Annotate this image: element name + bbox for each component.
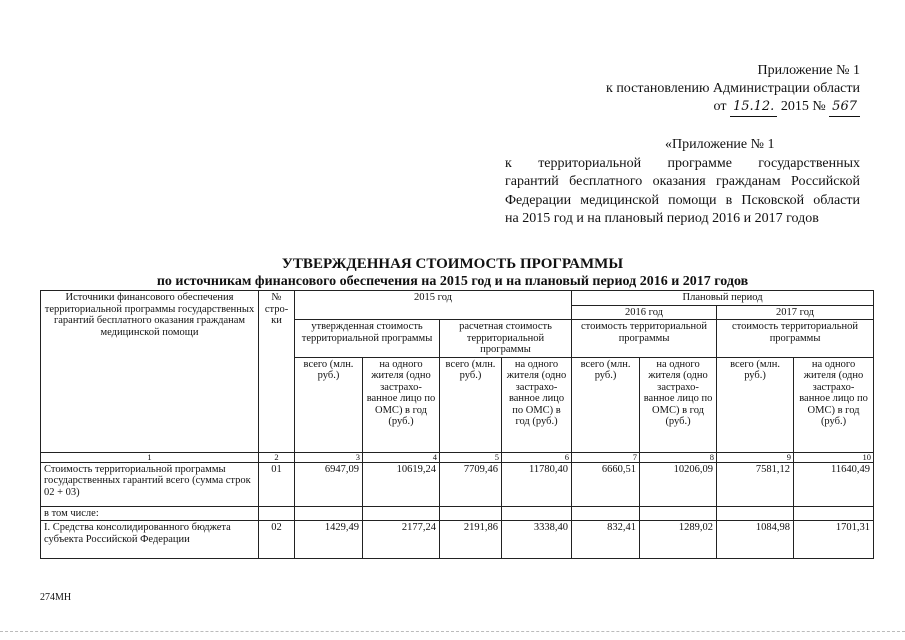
- column-number: 7: [572, 452, 640, 462]
- resolution-reference: к постановлению Администрации области: [606, 81, 860, 96]
- column-number: 5: [440, 452, 502, 462]
- header-2015: 2015 год: [295, 291, 572, 320]
- header-planned-period: Плановый период: [572, 291, 874, 306]
- cell-value: [440, 506, 502, 521]
- resolution-header: [560, 62, 860, 117]
- column-number: 9: [717, 452, 794, 462]
- column-number: 8: [640, 452, 717, 462]
- header-total: всего (млн. руб.): [295, 357, 363, 452]
- header-approved-cost: утвержденная стоимость территориальной программы: [295, 320, 440, 358]
- row-line-number: 02: [259, 521, 295, 559]
- header-cost-2016: стоимость территориальной программы: [572, 320, 717, 358]
- header-total: всего (млн. руб.): [717, 357, 794, 452]
- cell-value: 7581,12: [717, 462, 794, 506]
- cell-value: [502, 506, 572, 521]
- column-number: 6: [502, 452, 572, 462]
- header-line-number: № стро- ки: [259, 291, 295, 453]
- header-total: всего (млн. руб.): [440, 357, 502, 452]
- appendix-title: «Приложение № 1: [665, 137, 775, 152]
- resolution-date-line: [560, 98, 860, 117]
- column-number: 3: [295, 452, 363, 462]
- appendix-line: на 2015 год и на плановый период 2016 и 2017 годов: [505, 211, 819, 226]
- header-calculated-cost: расчетная стоимость территориальной программы: [440, 320, 572, 358]
- header-2017: 2017 год: [717, 305, 874, 320]
- cell-value: [295, 506, 363, 521]
- header-sources: Источники финансового обеспечения территориальной программы государственных гарантий бесплатного оказания гражданам медицинской помощи: [41, 291, 259, 453]
- cell-value: [363, 506, 440, 521]
- date-prefix: от: [713, 99, 727, 114]
- cell-value: 6660,51: [572, 462, 640, 506]
- header-total: всего (млн. руб.): [572, 357, 640, 452]
- header-per-resident: на одного жителя (одно застрахо- ванное лицо по ОМС) в год (руб.): [640, 357, 717, 452]
- column-number: 4: [363, 452, 440, 462]
- cell-value: [640, 506, 717, 521]
- row-line-number: [259, 506, 295, 521]
- appendix-number: Приложение № 1: [757, 63, 860, 78]
- appendix-line: к территориальной программе государственных: [505, 155, 860, 171]
- header-2016: 2016 год: [572, 305, 717, 320]
- cell-value: 2177,24: [363, 521, 440, 559]
- table-row: [41, 521, 874, 559]
- cell-value: 11780,40: [502, 462, 572, 506]
- row-line-number: 01: [259, 462, 295, 506]
- appendix-header: [505, 136, 860, 229]
- cell-value: 10619,24: [363, 462, 440, 506]
- document-subtitle: по источникам финансового обеспечения на 2015 год и на плановый период 2016 и 2017 годов: [156, 274, 749, 289]
- table-row: [41, 462, 874, 506]
- cell-value: 6947,09: [295, 462, 363, 506]
- cell-value: 3338,40: [502, 521, 572, 559]
- scan-edge-divider: [0, 631, 905, 632]
- year-text: 2015 №: [780, 99, 826, 114]
- cell-value: [572, 506, 640, 521]
- column-number-row: [41, 452, 874, 462]
- cell-value: 7709,46: [440, 462, 502, 506]
- cell-value: 1084,98: [717, 521, 794, 559]
- column-number: 2: [259, 452, 295, 462]
- document-code: 274МН: [40, 592, 72, 603]
- column-number: 10: [794, 452, 874, 462]
- header-per-resident: на одного жителя (одно застрахо- ванное лицо по ОМС) в год (руб.): [502, 357, 572, 452]
- cell-value: 10206,09: [640, 462, 717, 506]
- handwritten-date: 15.12.: [730, 98, 777, 117]
- cell-value: 1289,02: [640, 521, 717, 559]
- document-title: УТВЕРЖДЕННАЯ СТОИМОСТЬ ПРОГРАММЫ: [281, 256, 624, 272]
- row-label: Стоимость территориальной программы государственных гарантий всего (сумма строк 02 + 03): [41, 462, 259, 506]
- cell-value: 2191,86: [440, 521, 502, 559]
- table-row: [41, 506, 874, 521]
- column-number: 1: [41, 452, 259, 462]
- handwritten-number: 567: [829, 98, 860, 117]
- header-cost-2017: стоимость территориальной программы: [717, 320, 874, 358]
- cell-value: [794, 506, 874, 521]
- cell-value: 1701,31: [794, 521, 874, 559]
- row-label: в том числе:: [41, 506, 259, 521]
- row-label: I. Средства консолидированного бюджета субъекта Российской Федерации: [41, 521, 259, 559]
- cell-value: 832,41: [572, 521, 640, 559]
- header-per-resident: на одного жителя (одно застрахо- ванное лицо по ОМС) в год (руб.): [794, 357, 874, 452]
- cell-value: 11640,49: [794, 462, 874, 506]
- cell-value: 1429,49: [295, 521, 363, 559]
- cell-value: [717, 506, 794, 521]
- appendix-line: гарантий бесплатного оказания гражданам Российской: [505, 174, 860, 189]
- appendix-line: Федерации медицинской помощи в Псковской области: [505, 192, 860, 208]
- header-per-resident: на одного жителя (одно застрахо- ванное лицо по ОМС) в год (руб.): [363, 357, 440, 452]
- program-cost-table: [40, 290, 874, 559]
